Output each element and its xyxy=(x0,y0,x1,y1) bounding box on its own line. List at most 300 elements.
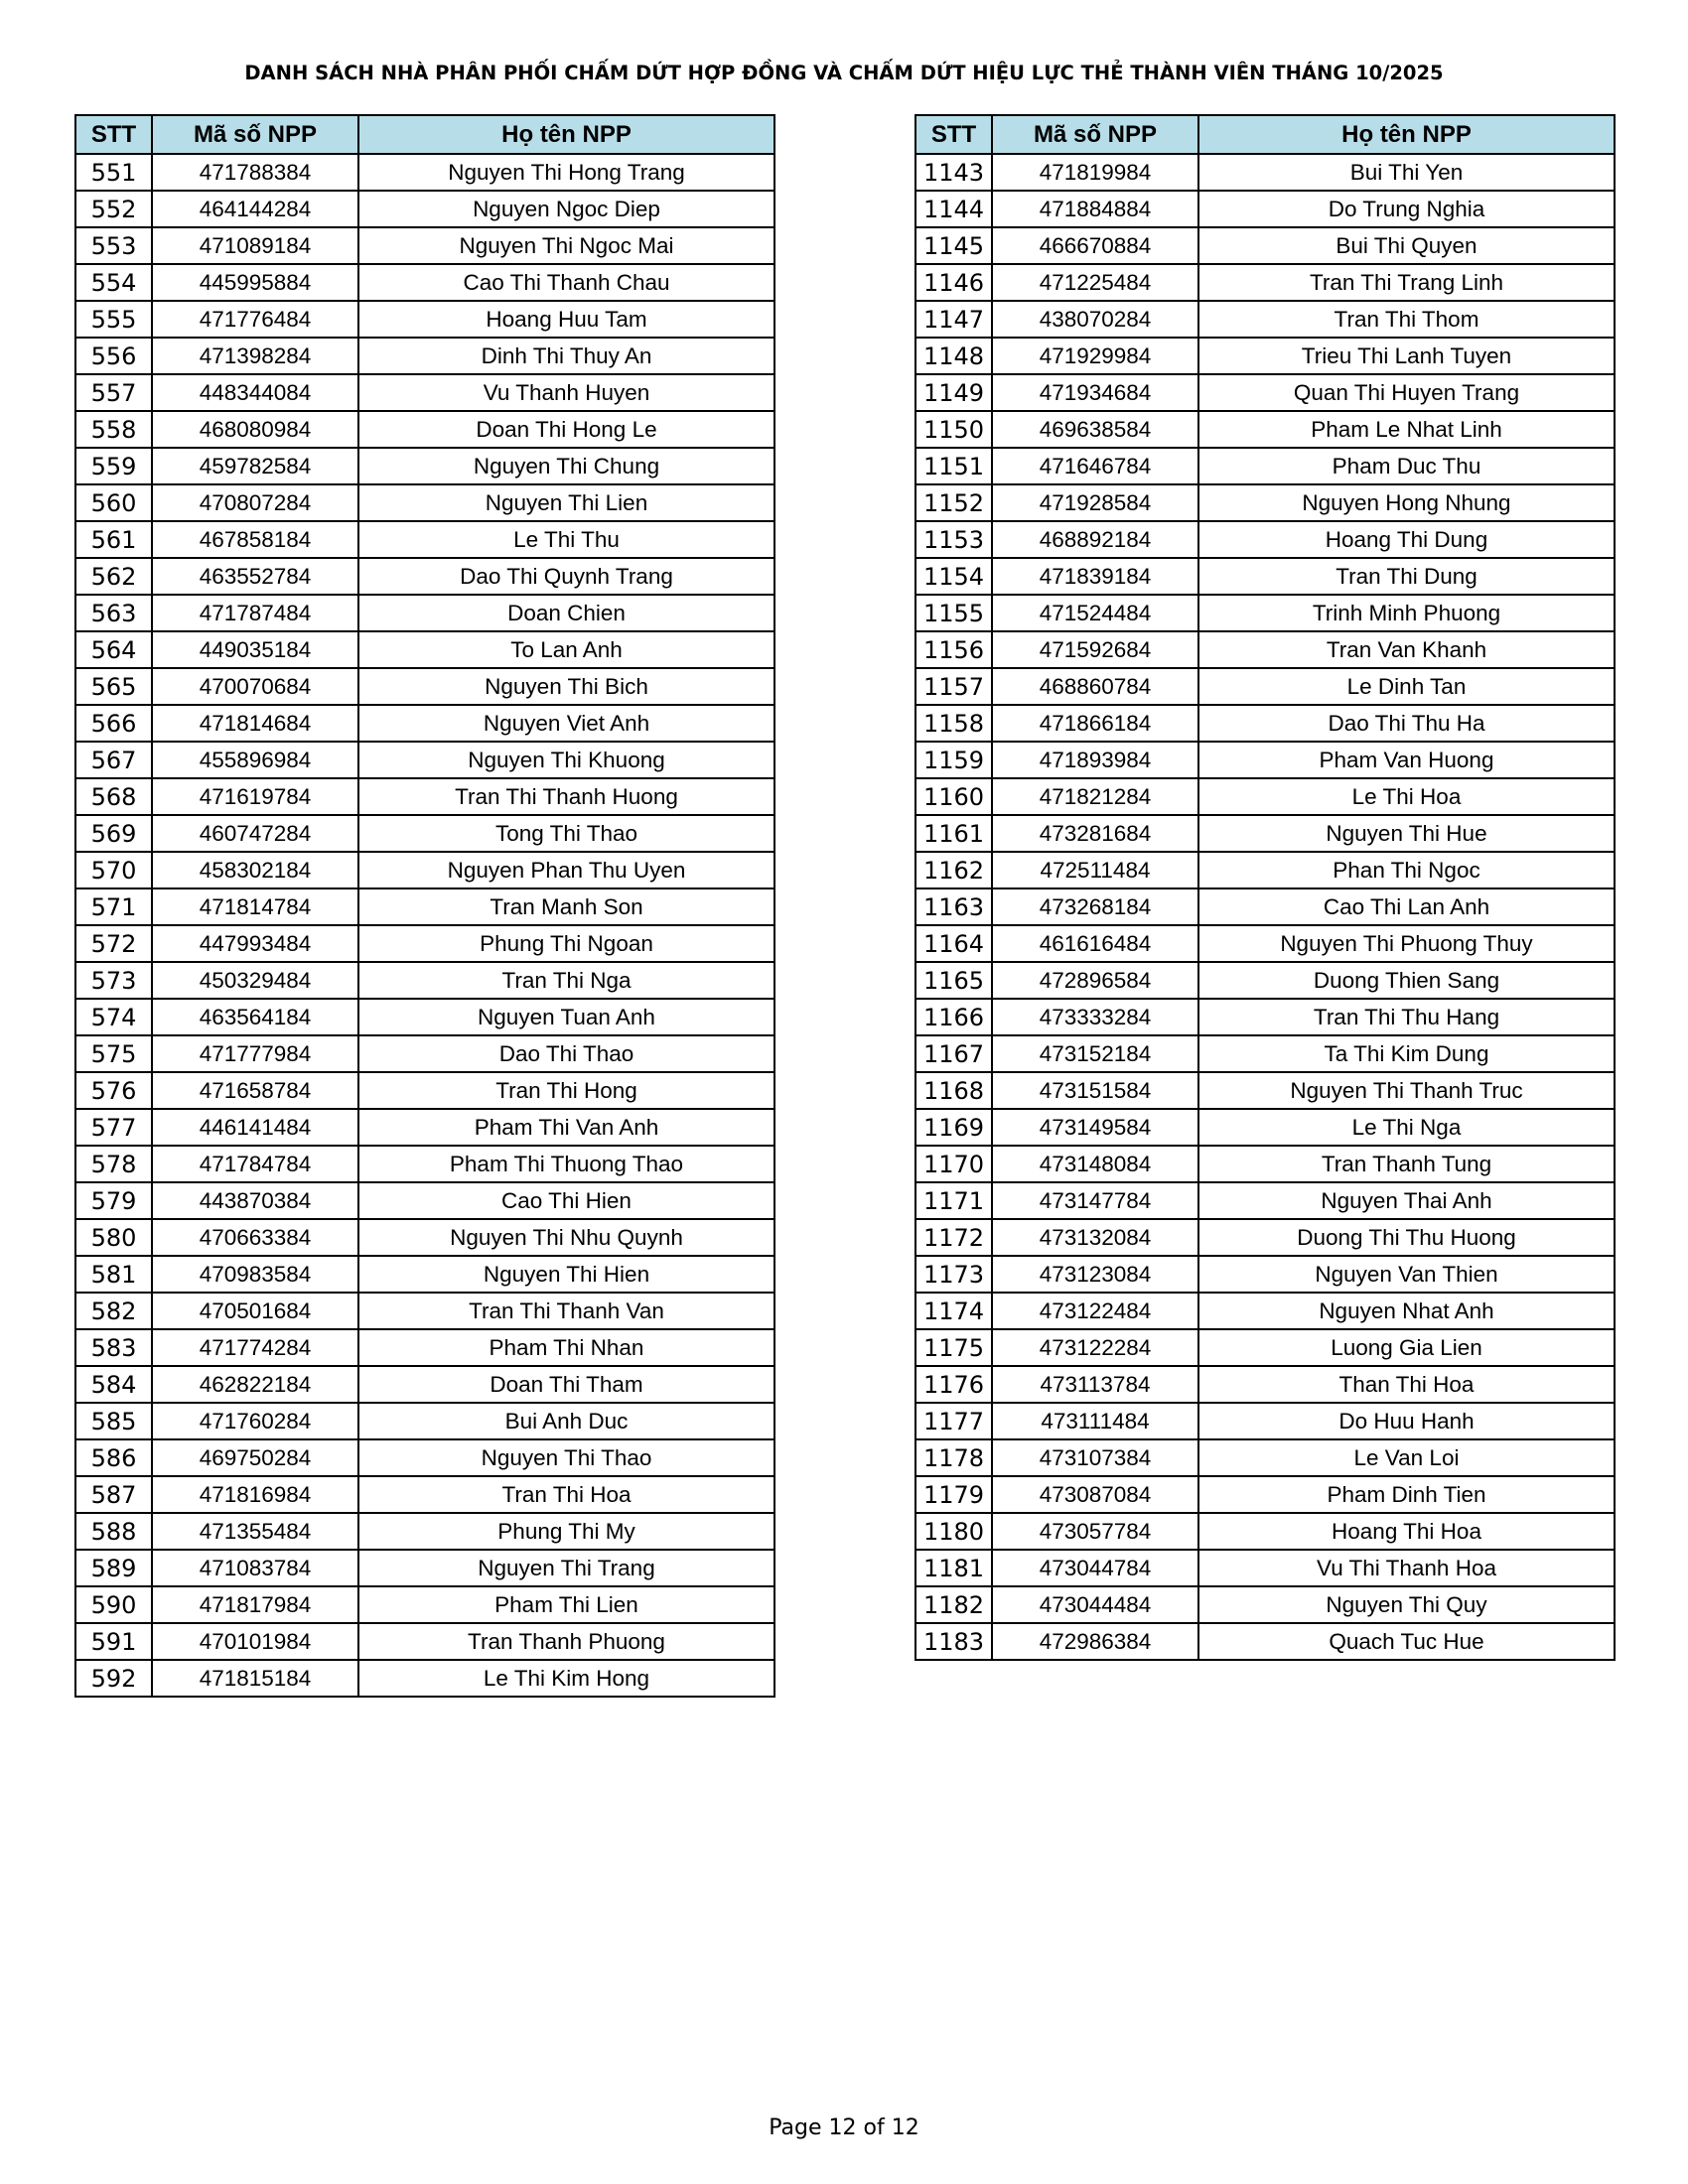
cell-ho-ten-npp: Nguyen Thi Bich xyxy=(358,668,774,705)
cell-ma-so-npp: 468892184 xyxy=(992,521,1198,558)
cell-stt: 573 xyxy=(75,962,152,999)
cell-stt: 565 xyxy=(75,668,152,705)
cell-ma-so-npp: 473147784 xyxy=(992,1182,1198,1219)
table-row xyxy=(75,227,774,264)
cell-ma-so-npp: 473281684 xyxy=(992,815,1198,852)
cell-ho-ten-npp: Do Huu Hanh xyxy=(1198,1403,1615,1439)
cell-ho-ten-npp: Trieu Thi Lanh Tuyen xyxy=(1198,338,1615,374)
cell-ho-ten-npp: Tran Thanh Tung xyxy=(1198,1146,1615,1182)
cell-ma-so-npp: 471815184 xyxy=(152,1660,358,1697)
cell-ho-ten-npp: Dinh Thi Thuy An xyxy=(358,338,774,374)
cell-ho-ten-npp: Ta Thi Kim Dung xyxy=(1198,1035,1615,1072)
cell-ho-ten-npp: Le Dinh Tan xyxy=(1198,668,1615,705)
table-row xyxy=(75,742,774,778)
table-row xyxy=(915,1109,1615,1146)
cell-stt: 567 xyxy=(75,742,152,778)
cell-ma-so-npp: 473151584 xyxy=(992,1072,1198,1109)
cell-ma-so-npp: 471816984 xyxy=(152,1476,358,1513)
table-row xyxy=(915,154,1615,191)
cell-ho-ten-npp: Dao Thi Thao xyxy=(358,1035,774,1072)
cell-stt: 1166 xyxy=(915,999,992,1035)
cell-stt: 579 xyxy=(75,1182,152,1219)
cell-ho-ten-npp: Nguyen Thi Phuong Thuy xyxy=(1198,925,1615,962)
cell-ho-ten-npp: Tran Thi Hong xyxy=(358,1072,774,1109)
cell-ma-so-npp: 471839184 xyxy=(992,558,1198,595)
cell-ho-ten-npp: Tong Thi Thao xyxy=(358,815,774,852)
cell-stt: 582 xyxy=(75,1293,152,1329)
cell-ma-so-npp: 471619784 xyxy=(152,778,358,815)
cell-ho-ten-npp: Le Thi Kim Hong xyxy=(358,1660,774,1697)
cell-ho-ten-npp: Nguyen Thi Ngoc Mai xyxy=(358,227,774,264)
cell-stt: 1177 xyxy=(915,1403,992,1439)
cell-ma-so-npp: 473111484 xyxy=(992,1403,1198,1439)
cell-ma-so-npp: 470101984 xyxy=(152,1623,358,1660)
cell-ma-so-npp: 473132084 xyxy=(992,1219,1198,1256)
table-row xyxy=(915,264,1615,301)
cell-ma-so-npp: 461616484 xyxy=(992,925,1198,962)
cell-stt: 1163 xyxy=(915,888,992,925)
table-row xyxy=(915,374,1615,411)
table-row xyxy=(915,227,1615,264)
cell-ma-so-npp: 469638584 xyxy=(992,411,1198,448)
cell-stt: 1151 xyxy=(915,448,992,484)
cell-stt: 1164 xyxy=(915,925,992,962)
cell-stt: 1173 xyxy=(915,1256,992,1293)
table-row xyxy=(75,778,774,815)
cell-stt: 1170 xyxy=(915,1146,992,1182)
cell-ma-so-npp: 471592684 xyxy=(992,631,1198,668)
cell-ma-so-npp: 471893984 xyxy=(992,742,1198,778)
table-header-row xyxy=(75,115,774,154)
cell-ho-ten-npp: Doan Thi Hong Le xyxy=(358,411,774,448)
cell-ho-ten-npp: Pham Van Huong xyxy=(1198,742,1615,778)
cell-ho-ten-npp: Vu Thi Thanh Hoa xyxy=(1198,1550,1615,1586)
table-row xyxy=(75,264,774,301)
table-row xyxy=(915,815,1615,852)
cell-ho-ten-npp: Cao Thi Thanh Chau xyxy=(358,264,774,301)
cell-ho-ten-npp: Tran Thi Thu Hang xyxy=(1198,999,1615,1035)
cell-ma-so-npp: 449035184 xyxy=(152,631,358,668)
cell-stt: 564 xyxy=(75,631,152,668)
cell-stt: 561 xyxy=(75,521,152,558)
cell-ma-so-npp: 471788384 xyxy=(152,154,358,191)
cell-ho-ten-npp: Le Thi Thu xyxy=(358,521,774,558)
table-row xyxy=(915,1072,1615,1109)
header-stt: STT xyxy=(915,115,992,154)
cell-ma-so-npp: 473148084 xyxy=(992,1146,1198,1182)
cell-stt: 1153 xyxy=(915,521,992,558)
table-row xyxy=(915,1256,1615,1293)
table-row xyxy=(915,1329,1615,1366)
cell-stt: 584 xyxy=(75,1366,152,1403)
table-row xyxy=(75,1366,774,1403)
cell-ma-so-npp: 471774284 xyxy=(152,1329,358,1366)
cell-ma-so-npp: 463552784 xyxy=(152,558,358,595)
cell-stt: 1149 xyxy=(915,374,992,411)
cell-ho-ten-npp: Do Trung Nghia xyxy=(1198,191,1615,227)
cell-ho-ten-npp: Nguyen Thi Quy xyxy=(1198,1586,1615,1623)
cell-ho-ten-npp: Nguyen Viet Anh xyxy=(358,705,774,742)
cell-stt: 590 xyxy=(75,1586,152,1623)
cell-ho-ten-npp: Tran Thi Trang Linh xyxy=(1198,264,1615,301)
cell-ma-so-npp: 473122484 xyxy=(992,1293,1198,1329)
table-row xyxy=(915,448,1615,484)
header-ho-ten-npp: Họ tên NPP xyxy=(358,115,774,154)
cell-stt: 569 xyxy=(75,815,152,852)
cell-ma-so-npp: 446141484 xyxy=(152,1109,358,1146)
cell-ho-ten-npp: Nguyen Thi Nhu Quynh xyxy=(358,1219,774,1256)
cell-ho-ten-npp: Tran Thi Thanh Huong xyxy=(358,778,774,815)
cell-stt: 1161 xyxy=(915,815,992,852)
cell-ma-so-npp: 473333284 xyxy=(992,999,1198,1035)
cell-ma-so-npp: 462822184 xyxy=(152,1366,358,1403)
cell-ma-so-npp: 471787484 xyxy=(152,595,358,631)
cell-ho-ten-npp: Nguyen Ngoc Diep xyxy=(358,191,774,227)
table-row xyxy=(75,1293,774,1329)
cell-ho-ten-npp: Tran Thi Dung xyxy=(1198,558,1615,595)
cell-ma-so-npp: 464144284 xyxy=(152,191,358,227)
cell-ho-ten-npp: Quan Thi Huyen Trang xyxy=(1198,374,1615,411)
table-row xyxy=(915,1476,1615,1513)
cell-ma-so-npp: 468080984 xyxy=(152,411,358,448)
cell-ho-ten-npp: Nguyen Phan Thu Uyen xyxy=(358,852,774,888)
cell-ma-so-npp: 470807284 xyxy=(152,484,358,521)
cell-stt: 1162 xyxy=(915,852,992,888)
cell-ma-so-npp: 470983584 xyxy=(152,1256,358,1293)
table-row xyxy=(915,1623,1615,1660)
cell-stt: 586 xyxy=(75,1439,152,1476)
table-row xyxy=(75,374,774,411)
cell-stt: 587 xyxy=(75,1476,152,1513)
cell-ho-ten-npp: Nguyen Thi Hue xyxy=(1198,815,1615,852)
cell-ho-ten-npp: Quach Tuc Hue xyxy=(1198,1623,1615,1660)
cell-ho-ten-npp: Tran Manh Son xyxy=(358,888,774,925)
cell-stt: 588 xyxy=(75,1513,152,1550)
table-row xyxy=(915,521,1615,558)
cell-stt: 1178 xyxy=(915,1439,992,1476)
cell-ma-so-npp: 471884884 xyxy=(992,191,1198,227)
table-row xyxy=(915,742,1615,778)
cell-ho-ten-npp: Bui Thi Quyen xyxy=(1198,227,1615,264)
cell-stt: 572 xyxy=(75,925,152,962)
table-row xyxy=(915,558,1615,595)
cell-ho-ten-npp: Pham Thi Van Anh xyxy=(358,1109,774,1146)
cell-ho-ten-npp: Nguyen Thi Lien xyxy=(358,484,774,521)
cell-ho-ten-npp: Nguyen Thi Trang xyxy=(358,1550,774,1586)
cell-ho-ten-npp: Tran Thi Thom xyxy=(1198,301,1615,338)
table-row xyxy=(915,595,1615,631)
table-row xyxy=(75,1403,774,1439)
cell-ma-so-npp: 471928584 xyxy=(992,484,1198,521)
cell-ma-so-npp: 438070284 xyxy=(992,301,1198,338)
cell-ma-so-npp: 468860784 xyxy=(992,668,1198,705)
cell-ma-so-npp: 471083784 xyxy=(152,1550,358,1586)
cell-ma-so-npp: 450329484 xyxy=(152,962,358,999)
table-row xyxy=(75,925,774,962)
cell-ma-so-npp: 470663384 xyxy=(152,1219,358,1256)
cell-ho-ten-npp: Pham Thi Thuong Thao xyxy=(358,1146,774,1182)
cell-stt: 1169 xyxy=(915,1109,992,1146)
cell-ma-so-npp: 473268184 xyxy=(992,888,1198,925)
cell-stt: 556 xyxy=(75,338,152,374)
cell-ma-so-npp: 470501684 xyxy=(152,1293,358,1329)
cell-ho-ten-npp: To Lan Anh xyxy=(358,631,774,668)
cell-ho-ten-npp: Tran Thanh Phuong xyxy=(358,1623,774,1660)
cell-ho-ten-npp: Phung Thi My xyxy=(358,1513,774,1550)
header-ma-so-npp: Mã số NPP xyxy=(152,115,358,154)
cell-ma-so-npp: 471089184 xyxy=(152,227,358,264)
cell-ma-so-npp: 471524484 xyxy=(992,595,1198,631)
cell-ma-so-npp: 471760284 xyxy=(152,1403,358,1439)
cell-ho-ten-npp: Nguyen Nhat Anh xyxy=(1198,1293,1615,1329)
cell-ho-ten-npp: Tran Thi Thanh Van xyxy=(358,1293,774,1329)
table-row xyxy=(915,999,1615,1035)
cell-ho-ten-npp: Hoang Thi Dung xyxy=(1198,521,1615,558)
cell-ma-so-npp: 445995884 xyxy=(152,264,358,301)
cell-ho-ten-npp: Nguyen Thi Chung xyxy=(358,448,774,484)
cell-ho-ten-npp: Cao Thi Hien xyxy=(358,1182,774,1219)
cell-stt: 570 xyxy=(75,852,152,888)
cell-ma-so-npp: 466670884 xyxy=(992,227,1198,264)
cell-ma-so-npp: 471355484 xyxy=(152,1513,358,1550)
table-row xyxy=(75,1072,774,1109)
cell-ho-ten-npp: Pham Le Nhat Linh xyxy=(1198,411,1615,448)
cell-ho-ten-npp: Nguyen Hong Nhung xyxy=(1198,484,1615,521)
cell-stt: 583 xyxy=(75,1329,152,1366)
cell-stt: 557 xyxy=(75,374,152,411)
table-row xyxy=(75,705,774,742)
table-row xyxy=(915,1439,1615,1476)
table-row xyxy=(915,1293,1615,1329)
table-row xyxy=(75,154,774,191)
table-row xyxy=(75,1476,774,1513)
table-row xyxy=(915,1146,1615,1182)
cell-ho-ten-npp: Hoang Huu Tam xyxy=(358,301,774,338)
cell-ma-so-npp: 459782584 xyxy=(152,448,358,484)
table-row xyxy=(75,1256,774,1293)
cell-ma-so-npp: 471817984 xyxy=(152,1586,358,1623)
cell-ho-ten-npp: Nguyen Tuan Anh xyxy=(358,999,774,1035)
table-row xyxy=(75,1329,774,1366)
cell-stt: 555 xyxy=(75,301,152,338)
cell-ho-ten-npp: Tran Thi Hoa xyxy=(358,1476,774,1513)
cell-ho-ten-npp: Nguyen Thi Hien xyxy=(358,1256,774,1293)
cell-ho-ten-npp: Bui Thi Yen xyxy=(1198,154,1615,191)
distributor-table-right xyxy=(914,114,1616,1661)
cell-stt: 1179 xyxy=(915,1476,992,1513)
table-row xyxy=(915,338,1615,374)
cell-ma-so-npp: 443870384 xyxy=(152,1182,358,1219)
cell-ma-so-npp: 471658784 xyxy=(152,1072,358,1109)
table-row xyxy=(75,1182,774,1219)
cell-ma-so-npp: 473044784 xyxy=(992,1550,1198,1586)
cell-ma-so-npp: 471819984 xyxy=(992,154,1198,191)
table-row xyxy=(915,191,1615,227)
table-row xyxy=(915,778,1615,815)
cell-stt: 1181 xyxy=(915,1550,992,1586)
cell-stt: 1176 xyxy=(915,1366,992,1403)
table-row xyxy=(75,1660,774,1697)
table-row xyxy=(75,411,774,448)
table-row xyxy=(75,595,774,631)
cell-ma-so-npp: 472896584 xyxy=(992,962,1198,999)
cell-ma-so-npp: 473044484 xyxy=(992,1586,1198,1623)
cell-ma-so-npp: 472511484 xyxy=(992,852,1198,888)
cell-stt: 1171 xyxy=(915,1182,992,1219)
table-row xyxy=(915,484,1615,521)
table-row xyxy=(915,301,1615,338)
cell-stt: 1148 xyxy=(915,338,992,374)
cell-stt: 1183 xyxy=(915,1623,992,1660)
cell-stt: 1180 xyxy=(915,1513,992,1550)
cell-ma-so-npp: 471784784 xyxy=(152,1146,358,1182)
cell-stt: 575 xyxy=(75,1035,152,1072)
cell-ho-ten-npp: Trinh Minh Phuong xyxy=(1198,595,1615,631)
cell-ma-so-npp: 470070684 xyxy=(152,668,358,705)
cell-ho-ten-npp: Pham Thi Nhan xyxy=(358,1329,774,1366)
cell-ho-ten-npp: Cao Thi Lan Anh xyxy=(1198,888,1615,925)
cell-ho-ten-npp: Vu Thanh Huyen xyxy=(358,374,774,411)
cell-ma-so-npp: 447993484 xyxy=(152,925,358,962)
cell-ma-so-npp: 471646784 xyxy=(992,448,1198,484)
page-number: Page 12 of 12 xyxy=(769,2116,919,2140)
cell-ma-so-npp: 472986384 xyxy=(992,1623,1198,1660)
cell-stt: 1156 xyxy=(915,631,992,668)
table-row xyxy=(75,1109,774,1146)
cell-ma-so-npp: 460747284 xyxy=(152,815,358,852)
cell-ho-ten-npp: Nguyen Thi Thao xyxy=(358,1439,774,1476)
table-row xyxy=(75,668,774,705)
cell-ma-so-npp: 458302184 xyxy=(152,852,358,888)
header-ho-ten-npp: Họ tên NPP xyxy=(1198,115,1615,154)
cell-stt: 1150 xyxy=(915,411,992,448)
table-row xyxy=(915,1366,1615,1403)
distributor-table-left xyxy=(74,114,775,1698)
cell-stt: 571 xyxy=(75,888,152,925)
table-row xyxy=(75,338,774,374)
cell-stt: 578 xyxy=(75,1146,152,1182)
table-row xyxy=(75,191,774,227)
table-row xyxy=(75,1219,774,1256)
cell-stt: 1152 xyxy=(915,484,992,521)
table-row xyxy=(915,631,1615,668)
cell-stt: 552 xyxy=(75,191,152,227)
table-row xyxy=(915,1513,1615,1550)
cell-ma-so-npp: 471866184 xyxy=(992,705,1198,742)
cell-stt: 566 xyxy=(75,705,152,742)
table-row xyxy=(75,1439,774,1476)
cell-ma-so-npp: 469750284 xyxy=(152,1439,358,1476)
cell-stt: 1143 xyxy=(915,154,992,191)
table-row xyxy=(915,1403,1615,1439)
cell-ma-so-npp: 471777984 xyxy=(152,1035,358,1072)
cell-ma-so-npp: 473113784 xyxy=(992,1366,1198,1403)
cell-stt: 1145 xyxy=(915,227,992,264)
table-row xyxy=(915,705,1615,742)
cell-ma-so-npp: 473107384 xyxy=(992,1439,1198,1476)
cell-stt: 559 xyxy=(75,448,152,484)
cell-ho-ten-npp: Le Van Loi xyxy=(1198,1439,1615,1476)
cell-stt: 576 xyxy=(75,1072,152,1109)
cell-stt: 574 xyxy=(75,999,152,1035)
cell-ho-ten-npp: Bui Anh Duc xyxy=(358,1403,774,1439)
cell-stt: 1172 xyxy=(915,1219,992,1256)
cell-stt: 1146 xyxy=(915,264,992,301)
cell-ma-so-npp: 473057784 xyxy=(992,1513,1198,1550)
table-row xyxy=(915,962,1615,999)
cell-stt: 1158 xyxy=(915,705,992,742)
header-ma-so-npp: Mã số NPP xyxy=(992,115,1198,154)
cell-ma-so-npp: 473149584 xyxy=(992,1109,1198,1146)
cell-stt: 1144 xyxy=(915,191,992,227)
cell-ho-ten-npp: Nguyen Thi Hong Trang xyxy=(358,154,774,191)
table-row xyxy=(75,1513,774,1550)
cell-ho-ten-npp: Duong Thi Thu Huong xyxy=(1198,1219,1615,1256)
cell-ho-ten-npp: Le Thi Hoa xyxy=(1198,778,1615,815)
cell-stt: 562 xyxy=(75,558,152,595)
cell-ma-so-npp: 471821284 xyxy=(992,778,1198,815)
cell-stt: 558 xyxy=(75,411,152,448)
cell-stt: 1182 xyxy=(915,1586,992,1623)
table-row xyxy=(75,1586,774,1623)
cell-stt: 1159 xyxy=(915,742,992,778)
table-row xyxy=(915,411,1615,448)
table-row xyxy=(75,301,774,338)
cell-ho-ten-npp: Tran Van Khanh xyxy=(1198,631,1615,668)
cell-ma-so-npp: 471814684 xyxy=(152,705,358,742)
table-row xyxy=(75,962,774,999)
cell-stt: 1155 xyxy=(915,595,992,631)
table-row xyxy=(915,852,1615,888)
cell-stt: 560 xyxy=(75,484,152,521)
table-row xyxy=(75,852,774,888)
cell-stt: 577 xyxy=(75,1109,152,1146)
cell-ho-ten-npp: Than Thi Hoa xyxy=(1198,1366,1615,1403)
table-row xyxy=(75,631,774,668)
table-row xyxy=(75,448,774,484)
cell-stt: 1167 xyxy=(915,1035,992,1072)
table-row xyxy=(915,888,1615,925)
cell-ma-so-npp: 473123084 xyxy=(992,1256,1198,1293)
cell-ho-ten-npp: Phung Thi Ngoan xyxy=(358,925,774,962)
cell-stt: 581 xyxy=(75,1256,152,1293)
cell-stt: 568 xyxy=(75,778,152,815)
cell-ma-so-npp: 467858184 xyxy=(152,521,358,558)
cell-ho-ten-npp: Luong Gia Lien xyxy=(1198,1329,1615,1366)
cell-ho-ten-npp: Duong Thien Sang xyxy=(1198,962,1615,999)
cell-ma-so-npp: 471398284 xyxy=(152,338,358,374)
table-row xyxy=(915,1586,1615,1623)
page-title: DANH SÁCH NHÀ PHÂN PHỐI CHẤM DỨT HỢP ĐỒNG VÀ CHẤM DỨT HIỆU LỰC THẺ THÀNH VIÊN THÁNG 10/2025 xyxy=(244,62,1444,84)
cell-ho-ten-npp: Doan Chien xyxy=(358,595,774,631)
cell-ma-so-npp: 473152184 xyxy=(992,1035,1198,1072)
cell-ho-ten-npp: Nguyen Thai Anh xyxy=(1198,1182,1615,1219)
table-row xyxy=(75,999,774,1035)
table-row xyxy=(75,521,774,558)
header-stt: STT xyxy=(75,115,152,154)
cell-ho-ten-npp: Hoang Thi Hoa xyxy=(1198,1513,1615,1550)
table-row xyxy=(915,1219,1615,1256)
cell-ho-ten-npp: Le Thi Nga xyxy=(1198,1109,1615,1146)
cell-ho-ten-npp: Nguyen Thi Khuong xyxy=(358,742,774,778)
cell-ma-so-npp: 471934684 xyxy=(992,374,1198,411)
cell-ho-ten-npp: Nguyen Van Thien xyxy=(1198,1256,1615,1293)
cell-stt: 1165 xyxy=(915,962,992,999)
cell-ho-ten-npp: Pham Thi Lien xyxy=(358,1586,774,1623)
cell-stt: 1174 xyxy=(915,1293,992,1329)
cell-stt: 585 xyxy=(75,1403,152,1439)
cell-stt: 592 xyxy=(75,1660,152,1697)
